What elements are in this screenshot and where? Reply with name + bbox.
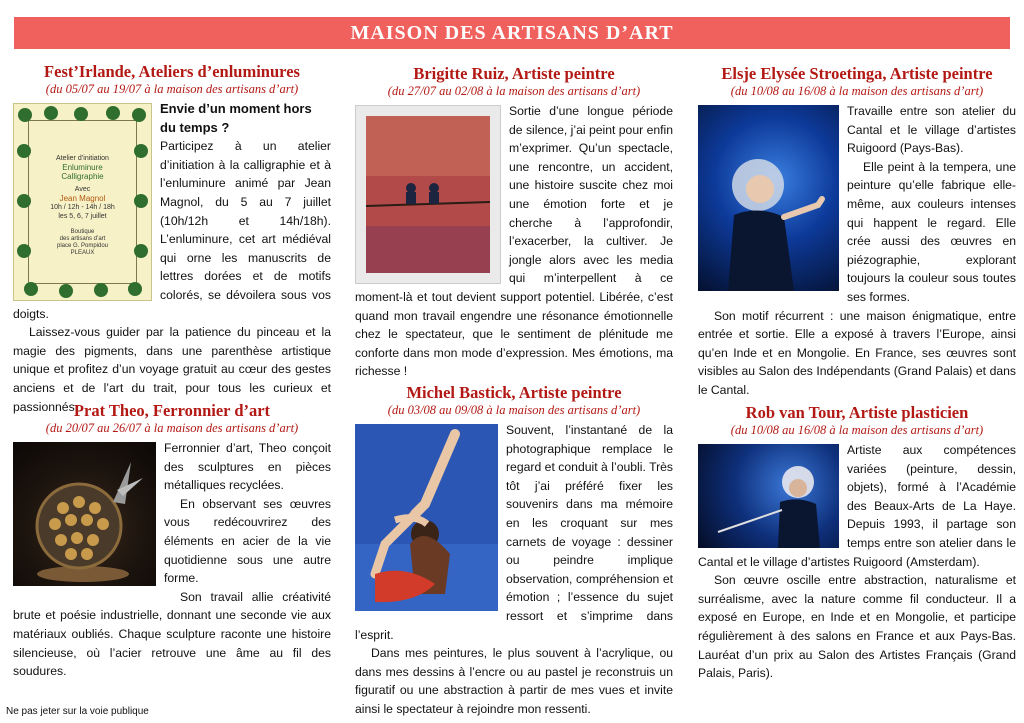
entry-paragraph: Son travail allie créativité brute et poésie industrielle, donnant une seconde vie aux matériaux oubliés. Chaque sculpture raconte une histoire silencieuse, où l’acier retrouve une âme au fil des soudures.: [13, 589, 331, 679]
entry-dates: (du 20/07 au 26/07 à la maison des artisans d’art): [45, 421, 299, 435]
clover-icon: [18, 108, 32, 122]
entry-paragraph: Participez à un atelier d’initiation à la calligraphie et à l’enluminure animé par Jean Magnol, du 5 au 7 juillet (10h/12h et 14h/18h). L’enluminure, cet art médiéval qui orne les manuscrits de lettres dorées et de motifs colorés, se dévoilera sous vos doigts.: [13, 139, 331, 321]
artist-photo: [698, 444, 839, 548]
entry-prat-theo: [13, 401, 331, 681]
painting-photo: [355, 105, 501, 284]
footer-note: Ne pas jeter sur la voie publique: [6, 706, 149, 717]
painting-illustration: [356, 106, 500, 283]
entry-title: Michel Bastick, Artiste peintre: [406, 383, 622, 402]
entry-paragraph: En observant ses œuvres vous redécouvrirez des éléments en acier de la vie quotidienne sous une autre forme.: [164, 496, 331, 586]
poster-line: Avec: [74, 186, 91, 193]
entry-michel-bastick: [355, 383, 673, 719]
entry-rob-van-tour: [698, 403, 1016, 683]
entry-paragraph: Ferronnier d’art, Theo conçoit des sculptures en pièces métalliques recyclées.: [164, 441, 331, 493]
poster-line: Atelier d’initiation: [56, 155, 109, 162]
clover-icon: [134, 244, 148, 258]
entry-title: Brigitte Ruiz, Artiste peintre: [413, 64, 615, 83]
entry-body: [13, 439, 331, 681]
clover-icon: [17, 144, 31, 158]
entry-body: [13, 100, 331, 416]
entry-body: [355, 102, 673, 381]
entry-paragraph: Son motif récurrent : une maison énigmatique, entre entrée et sortie. Elle a exposé à travers l’Europe, ainsi qu’en Inde et en Mongolie. En France, ses œuvres sont visibles au Salon des Indépendants (Grand Palais) et dans le Cantal.: [698, 308, 1016, 397]
page-banner: MAISON DES ARTISANS D’ART: [14, 17, 1010, 49]
poster-line: Jean Magnol: [59, 194, 106, 203]
artist-portrait-photo: [698, 105, 839, 291]
clover-icon: [44, 106, 58, 120]
clover-icon: [128, 282, 142, 296]
entry-body: [698, 441, 1016, 683]
poster-text: [36, 154, 129, 257]
poster-line: Enluminure: [62, 163, 103, 172]
entry-dates: (du 27/07 au 02/08 à la maison des artisans d’art): [387, 84, 641, 98]
entry-paragraph: Son œuvre oscille entre abstraction, naturalisme et surréalisme, avec la nature comme fil conducteur. Il a exposé en Europe, en Inde et en Mongolie, et participe régulièrement à des salons en France et aux Pays-Bas. Lauréat d’un prix au Salon des Artistes Français (Grand Palais, Paris).: [698, 573, 1016, 681]
entry-paragraph: Artiste aux compétences variées (peinture, dessin, objets), formé à l’Académie des Beaux-Arts de La Haye. Depuis 1993, il partage son temps entre son atelier dans le Cantal et le village d’artistes Ruigoord (Amsterdam).: [698, 443, 1016, 569]
entry-paragraph: Souvent, l’instantané de la photographique remplace le regard et conduit à l’oubli. Très tôt j’ai préféré fixer les souvenirs dans ma mémoire en les croquant sur mes carnets de voyage : dessiner ou peindre implique observation, compréhension et émotion ; l’essence du sujet ressort et s’imprime dans l’esprit.: [355, 423, 673, 642]
clover-icon: [134, 194, 148, 208]
entry-dates: (du 05/07 au 19/07 à la maison des artisans d’art): [45, 82, 299, 96]
metal-sculpture-photo: [13, 442, 156, 586]
entry-body: [355, 421, 673, 719]
dancers-illustration: [355, 424, 498, 611]
entry-lead: Envie d’un moment hors du temps ?: [160, 101, 312, 135]
clover-icon: [134, 144, 148, 158]
entry-brigitte-ruiz: [355, 64, 673, 381]
clover-icon: [24, 282, 38, 296]
clover-icon: [74, 107, 88, 121]
entry-dates: (du 10/08 au 16/08 à la maison des artisans d’art): [730, 84, 984, 98]
poster-line: les 5, 6, 7 juillet: [58, 213, 107, 220]
sculpture-illustration: [13, 442, 156, 586]
artist-illustration: [698, 444, 839, 548]
clover-icon: [132, 108, 146, 122]
entry-dates: (du 03/08 au 09/08 à la maison des artisans d’art): [387, 403, 641, 417]
clover-icon: [59, 284, 73, 298]
enluminure-poster-image: [13, 103, 152, 301]
entry-paragraph: Laissez-vous guider par la patience du pinceau et la magie des pigments, dans une parenthèse artistique unique et profitez d’un voyage gratuit au cœur des gestes anciens et de l’art du trait, pour tous les curieux et passionnés.: [13, 325, 331, 414]
entry-title: Prat Theo, Ferronnier d’art: [73, 401, 271, 420]
entry-fest-irlande: [13, 62, 331, 416]
entry-title: Rob van Tour, Artiste plasticien: [745, 403, 969, 422]
entry-paragraph: Sortie d’une longue période de silence, j’ai peint pour enfin m’exprimer. Qu’un spectacle, une rencontre, un accident, une histoire suscite chez moi une émotion forte et je cherche à l’approfondir, l’exacerber, la cultiver. Je jongle alors avec les media qui m’interpellent à ce moment-là et tout devient support potentiel. Libérée, c’est quand mon travail engendre une résonance émotionnelle chez le spectateur, que le sentiment de plénitude me conforte dans mon mode d’expression. Mes émotions, ma richesse !: [355, 104, 673, 379]
poster-line: place G. Pompidou: [56, 243, 109, 249]
entry-elsje-stroetinga: [698, 64, 1016, 400]
entry-paragraph: Dans mes peintures, le plus souvent à l’acrylique, ou dans mes dessins à l’encre ou au pastel je reconstruis un figuratif ou une abstraction à partir de mes vues et invite ainsi le spectateur à rejoindre mon ressenti.: [355, 646, 673, 716]
entry-paragraph: Elle peint à la tempera, une peinture qu’elle fabrique elle-même, aux couleurs intenses qui happent le regard. Elle crée aussi des œuvres en piézographie, explorant toujours la couleur sous toutes ses formes.: [847, 159, 1016, 304]
entry-title: Fest’Irlande, Ateliers d’enluminures: [44, 62, 300, 81]
entry-title: Elsje Elysée Stroetinga, Artiste peintre: [721, 64, 993, 83]
poster-line: PLEAUX: [70, 250, 95, 256]
clover-icon: [106, 106, 120, 120]
poster-line: 10h / 12h - 14h / 18h: [50, 204, 115, 211]
dancers-painting-photo: [355, 424, 498, 611]
entry-body: [698, 102, 1016, 400]
clover-icon: [94, 283, 108, 297]
clover-icon: [17, 194, 31, 208]
clover-icon: [17, 244, 31, 258]
entry-dates: (du 10/08 au 16/08 à la maison des artisans d’art): [730, 423, 984, 437]
poster-line: Boutique: [70, 229, 95, 235]
portrait-illustration: [698, 105, 839, 291]
entry-paragraph: Travaille entre son atelier du Cantal et le village d’artistes Ruigoord (Pays-Bas).: [847, 104, 1016, 156]
poster-line: des artisans d’art: [59, 236, 106, 242]
poster-line: Calligraphie: [61, 172, 104, 181]
